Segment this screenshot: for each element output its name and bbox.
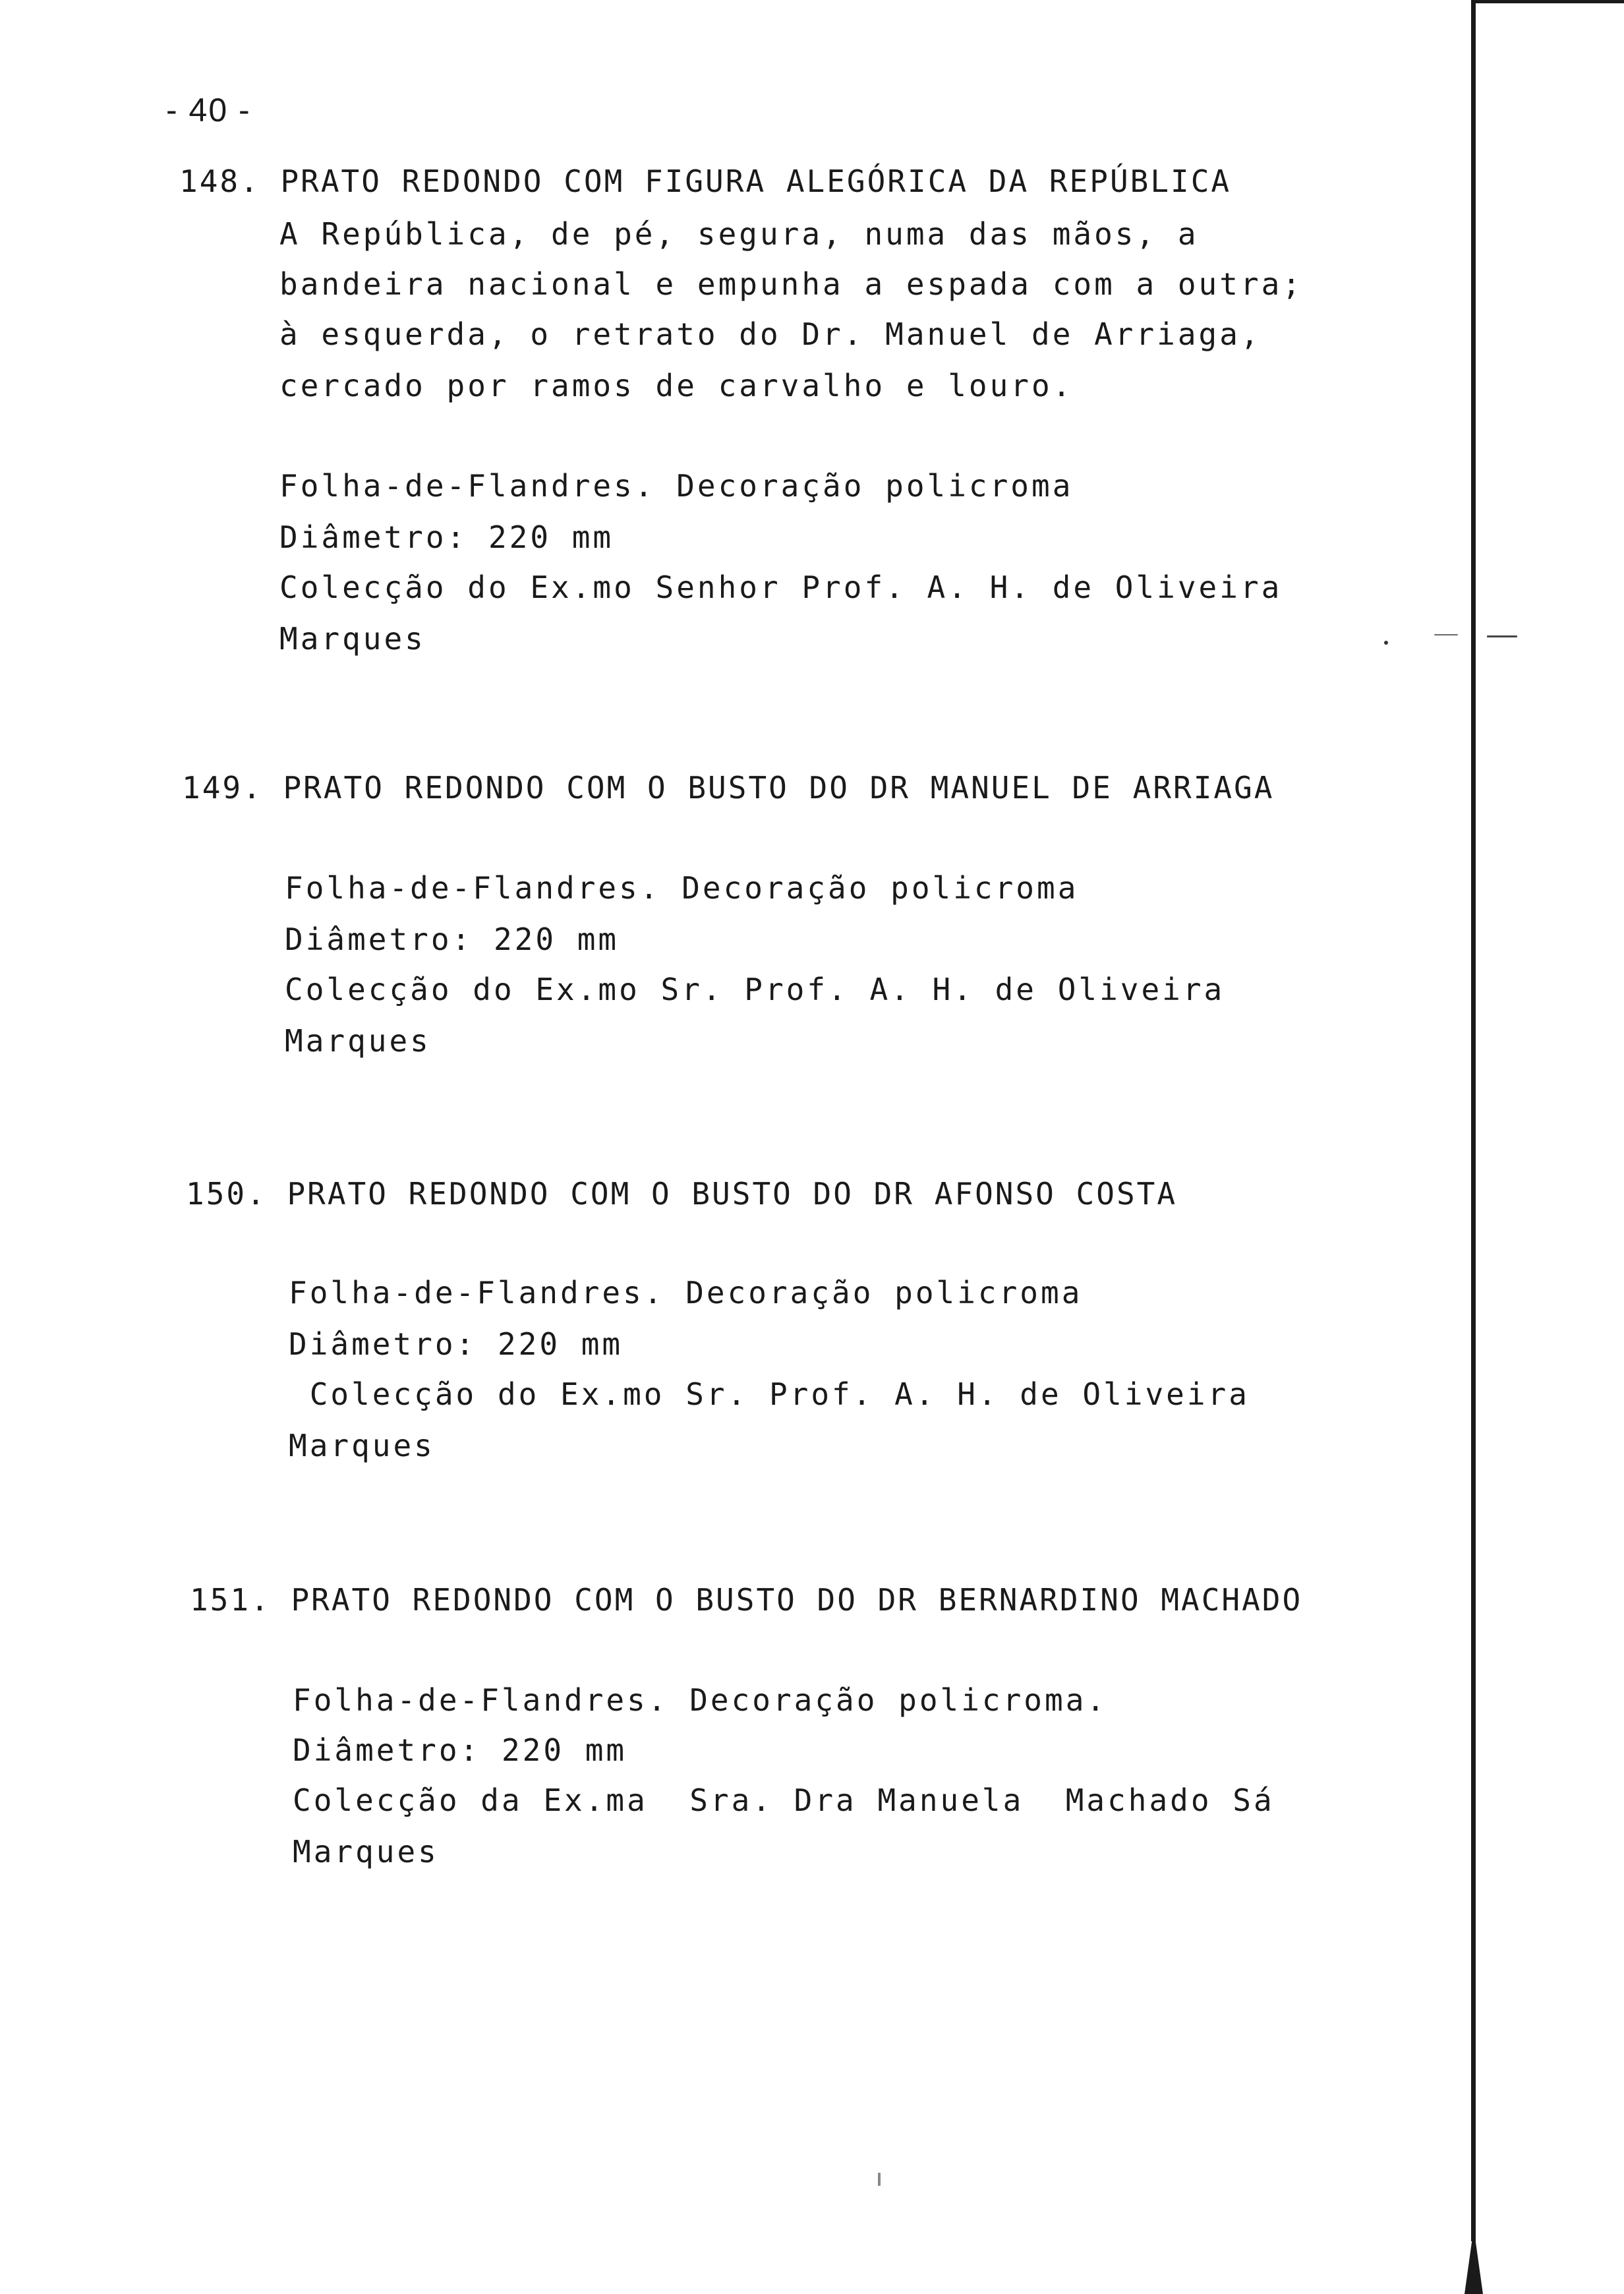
entry-150-collection: Colecção do Ex.mo Sr. Prof. A. H. de Oliveira: [289, 1376, 1250, 1412]
entry-title-151: 151. PRATO REDONDO COM O BUSTO DO DR BERNARDINO MACHADO: [190, 1582, 1303, 1618]
entry-148-diameter: Diâmetro: 220 mm: [279, 519, 614, 555]
entry-148-collection: Colecção do Ex.mo Senhor Prof. A. H. de Oliveira: [279, 570, 1283, 605]
entry-149-material: Folha-de-Flandres. Decoração policroma: [285, 870, 1079, 906]
entry-148-description-line: bandeira nacional e empunha a espada com a outra;: [279, 266, 1304, 302]
scan-speck: [1487, 635, 1517, 637]
right-margin-rule: [1471, 0, 1476, 2241]
entry-148-material: Folha-de-Flandres. Decoração policroma: [279, 468, 1074, 504]
entry-150-collection-cont: Marques: [289, 1428, 435, 1463]
top-margin-rule: [1471, 0, 1624, 3]
entry-149-collection-cont: Marques: [285, 1023, 431, 1059]
entry-title-148: 148. PRATO REDONDO COM FIGURA ALEGÓRICA DA REPÚBLICA: [179, 163, 1232, 199]
entry-151-material: Folha-de-Flandres. Decoração policroma.: [293, 1682, 1108, 1718]
entry-150-material: Folha-de-Flandres. Decoração policroma: [289, 1275, 1083, 1310]
entry-title-150: 150. PRATO REDONDO COM O BUSTO DO DR AFONSO COSTA: [186, 1176, 1178, 1212]
scan-speck: [1434, 634, 1458, 635]
entry-151-collection: Colecção da Ex.ma Sra. Dra Manuela Machado Sá: [293, 1782, 1275, 1818]
entry-149-diameter: Diâmetro: 220 mm: [285, 922, 620, 957]
page-number: - 40 -: [166, 92, 251, 129]
entry-148-description-line: A República, de pé, segura, numa das mãos, a: [279, 216, 1199, 252]
scan-speck: [1384, 641, 1388, 645]
entry-151-collection-cont: Marques: [293, 1834, 439, 1869]
right-margin-rule-foot: [1464, 2228, 1483, 2294]
entry-150-diameter: Diâmetro: 220 mm: [289, 1326, 624, 1362]
entry-title-149: 149. PRATO REDONDO COM O BUSTO DO DR MANUEL DE ARRIAGA: [182, 770, 1275, 806]
scan-speck: [878, 2173, 881, 2186]
entry-151-diameter: Diâmetro: 220 mm: [293, 1732, 627, 1768]
entry-148-description-line: cercado por ramos de carvalho e louro.: [279, 368, 1074, 403]
entry-148-collection-cont: Marques: [279, 621, 426, 657]
entry-149-collection: Colecção do Ex.mo Sr. Prof. A. H. de Oliveira: [285, 972, 1225, 1007]
entry-148-description-line: à esquerda, o retrato do Dr. Manuel de Arriaga,: [279, 316, 1262, 352]
